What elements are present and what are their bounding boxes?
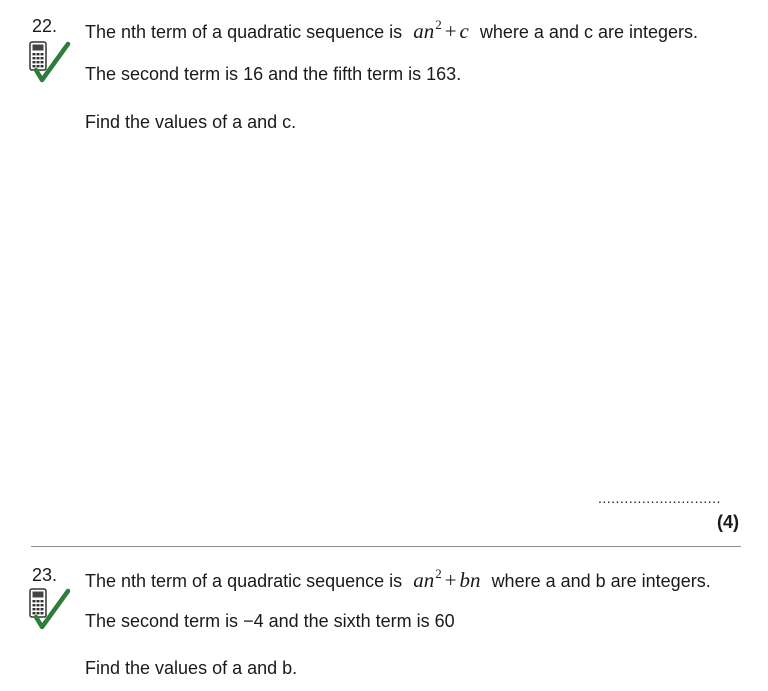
calculator-allowed-icon: [28, 40, 72, 84]
stem-text-after: where a and c are integers.: [479, 22, 699, 42]
stem-text-after: where a and b are integers.: [491, 571, 711, 591]
math-exponent: 2: [435, 566, 442, 581]
math-expression: [413, 568, 480, 592]
question-line: The second term is −4 and the sixth term is 60: [85, 611, 455, 631]
math-term-a: an: [413, 568, 435, 592]
stem-text-before: The nth term of a quadratic sequence is: [85, 22, 403, 42]
question-divider: [31, 546, 741, 547]
math-term-b: c: [459, 19, 469, 43]
math-expression: [413, 19, 469, 43]
math-exponent: 2: [435, 17, 442, 32]
question-number: 22.: [32, 16, 58, 36]
math-term-b: bn: [459, 568, 481, 592]
question-number: 23.: [32, 565, 58, 585]
calculator-allowed-icon: [28, 587, 72, 631]
math-operator: +: [444, 19, 457, 43]
math-operator: +: [444, 568, 457, 592]
question-instruction: Find the values of a and b.: [85, 658, 298, 678]
stem-text-before: The nth term of a quadratic sequence is: [85, 571, 403, 591]
question-instruction: Find the values of a and c.: [85, 112, 297, 132]
question-line: The second term is 16 and the fifth term is 163.: [85, 64, 462, 84]
question-stem: [85, 14, 698, 43]
answer-line[interactable]: ............................: [598, 490, 721, 506]
marks-label: (4): [717, 512, 739, 532]
question-stem: [85, 563, 711, 592]
math-term-a: an: [413, 19, 435, 43]
